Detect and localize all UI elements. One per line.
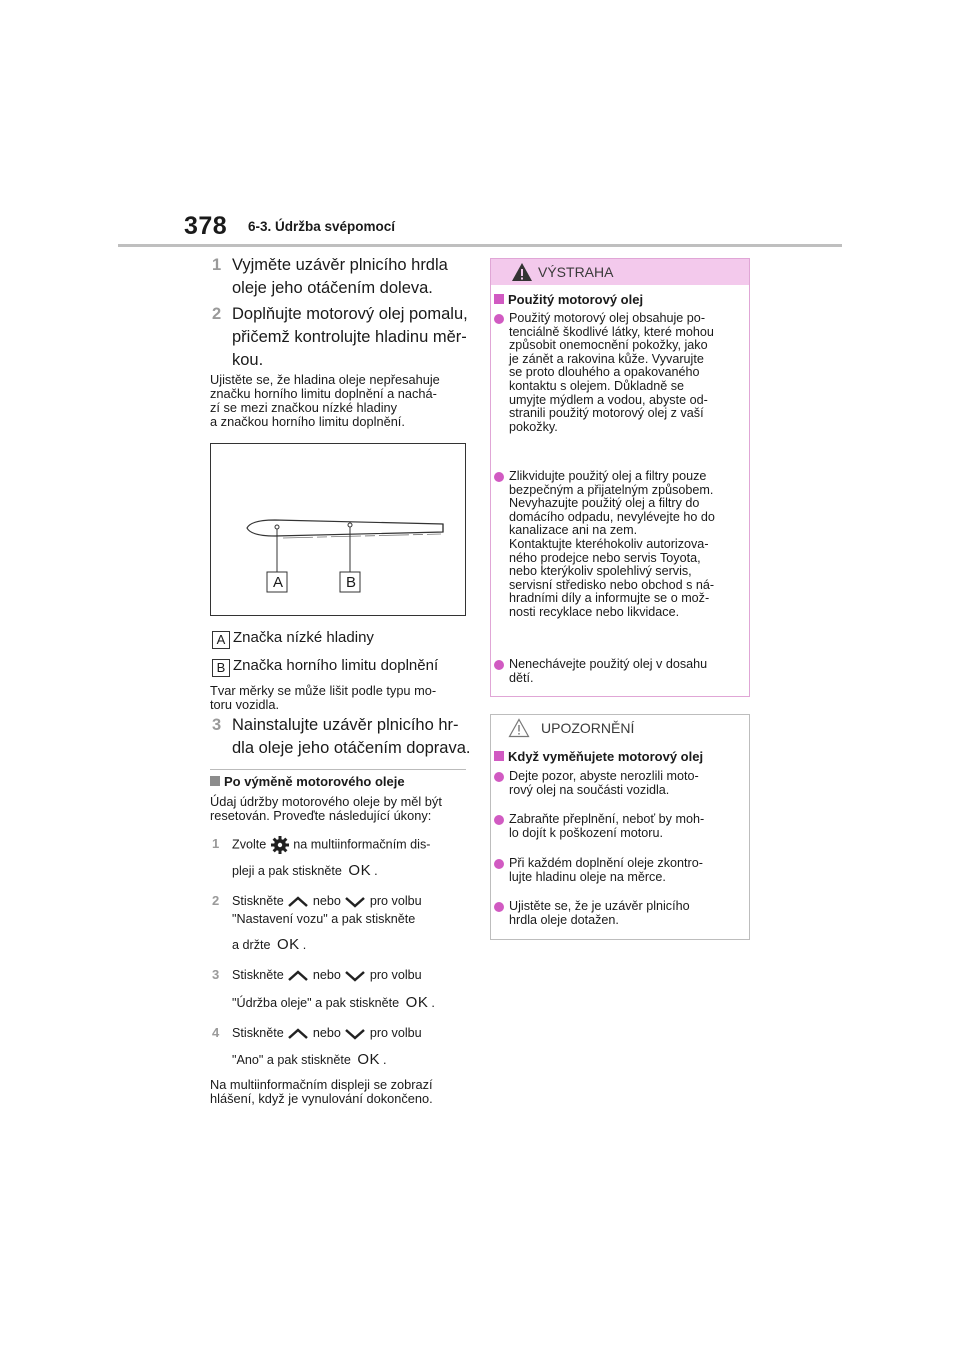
bullet-line: je zánět a rakovina kůže. Vyvarujte (509, 351, 704, 366)
step-text: Stiskněte (232, 1026, 284, 1040)
bullet-line: servisní středisko nebo obchod s ná- (509, 577, 715, 592)
step-text: . (431, 996, 435, 1010)
warning-bullet-2 (494, 470, 748, 620)
ok-button-symbol: OK (357, 1051, 381, 1068)
chevron-down-icon (344, 1028, 366, 1040)
note-line: značku horního limitu doplnění a nachá- (210, 386, 437, 401)
header-rule (118, 244, 842, 247)
bullet-line: Ujistěte se, že je uzávěr plnicího (509, 899, 690, 913)
bullet-line: hrdla oleje dotažen. (509, 912, 619, 927)
bullet-line: lo dojít k poškození motoru. (509, 825, 664, 840)
warning-triangle-icon (511, 262, 533, 282)
bullet-line: způsobit onemocnění pokožky, jako (509, 338, 708, 353)
bullet-dot-icon (494, 660, 504, 670)
bullet-line: Zabraňte přeplnění, neboť by moh- (509, 812, 705, 826)
step-text: nebo (312, 1026, 341, 1040)
caution-bullet-2 (494, 813, 748, 840)
caution-bullet-4 (494, 900, 748, 927)
bullet-line: kontaktu s olejem. Důkladně se (509, 378, 685, 393)
ok-button-symbol: OK (348, 862, 372, 879)
step-text: dla oleje jeho otáčením doprava. (232, 739, 471, 757)
step-text: kou. (232, 351, 264, 369)
warning-heading (494, 292, 643, 307)
section-title: 6-3. Údržba svépomocí (248, 219, 396, 234)
step-text: nebo (312, 894, 341, 908)
caution-heading-text: Když vyměňujete motorový olej (508, 749, 704, 764)
chevron-up-icon (287, 896, 309, 908)
reset-step-2-cont (232, 937, 306, 953)
caution-bullet-1 (494, 770, 748, 797)
bullet-dot-icon (494, 815, 504, 825)
bullet-line: umyjte mýdlem a vodou, abyste od- (509, 392, 708, 407)
step-text: . (302, 938, 307, 952)
subsection-rule (210, 769, 466, 770)
bullet-line: Zlikvidujte použitý olej a filtry pouze (509, 469, 707, 483)
step-text: oleje jeho otáčením doleva. (232, 279, 433, 297)
bullet-line: tenciálně škodlivé látky, které mohou (509, 324, 714, 339)
gear-icon (270, 835, 290, 855)
subsection-heading (210, 774, 405, 789)
note-level (210, 373, 472, 429)
bullet-line: lujte hladinu oleje na měrce. (509, 869, 666, 884)
figure-label-b: B (345, 574, 356, 591)
bullet-line: kanalizace ani na zem. (509, 523, 638, 538)
bullet-dot-icon (494, 902, 504, 912)
note-line: Údaj údržby motorového oleje by měl být (210, 794, 442, 809)
step-number: 2 (212, 305, 222, 323)
chevron-down-icon (344, 896, 366, 908)
reset-step-1 (212, 835, 474, 855)
warning-bullet-3 (494, 658, 748, 685)
legend-a (212, 626, 374, 649)
dipstick-figure (210, 443, 466, 616)
dipstick-illustration (211, 444, 465, 615)
figure-label-a: A (272, 574, 283, 591)
bullet-line: se proto dlouhého a opakovaného (509, 365, 700, 380)
caution-bullet-3 (494, 857, 748, 884)
ok-button-symbol: OK (405, 994, 429, 1011)
reset-step-4 (212, 1025, 422, 1041)
step-number: 4 (212, 1025, 220, 1040)
subsection-heading-text: Po výměně motorového oleje (224, 774, 405, 789)
square-bullet-icon (494, 751, 504, 761)
step-text: "Ano" a pak stiskněte (232, 1053, 351, 1067)
warning-heading-text: Použitý motorový olej (508, 292, 644, 307)
step-text: Nainstalujte uzávěr plnicího hr- (232, 716, 459, 734)
step-text: pro volbu (369, 1026, 422, 1040)
bullet-line: bezpečným a přijatelným způsobem. (509, 482, 714, 497)
note-line: hlášení, když je vynulování dokončeno. (210, 1091, 433, 1106)
step-number: 1 (212, 256, 222, 274)
step-number: 1 (212, 836, 220, 852)
step-text: na multiinformačním dis- (293, 837, 431, 852)
page-number: 378 (184, 212, 228, 240)
reset-step-4-cont (232, 1052, 387, 1068)
legend-letter: B (212, 659, 230, 677)
bullet-line: ného prodejce nebo servis Toyota, (509, 550, 701, 565)
step-text: . (383, 1053, 387, 1067)
caution-title: UPOZORNĚNÍ (541, 720, 635, 736)
warning-title: VÝSTRAHA (538, 264, 614, 280)
reset-step-3-cont (232, 995, 435, 1011)
bullet-line: pokožky. (509, 419, 558, 434)
step-text: nebo (312, 968, 341, 982)
bullet-line: stranili použitý motorový olej z vaší (509, 406, 704, 421)
step-text: Vyjměte uzávěr plnicího hrdla (232, 256, 448, 274)
chevron-up-icon (287, 970, 309, 982)
square-bullet-icon (494, 294, 504, 304)
square-bullet-icon (210, 776, 220, 786)
bullet-dot-icon (494, 859, 504, 869)
chevron-down-icon (344, 970, 366, 982)
warning-bullet-1 (494, 312, 748, 434)
reset-outro (210, 1078, 472, 1106)
bullet-line: dětí. (509, 670, 534, 685)
bullet-dot-icon (494, 314, 504, 324)
legend-letter: A (212, 631, 230, 649)
note-line: Tvar měrky se může lišit podle typu mo- (210, 683, 437, 698)
bullet-line: Nenechávejte použitý olej v dosahu (509, 657, 708, 671)
caution-triangle-icon (508, 718, 530, 738)
bullet-line: nebo kterýkoliv spolehlivý servis, (509, 564, 692, 579)
bullet-line: Dejte pozor, abyste nerozlili moto- (509, 769, 699, 783)
note-line: a značkou horního limitu doplnění. (210, 414, 405, 429)
note-line: zí se mezi značkou nízké hladiny (210, 400, 398, 415)
step-text: pleji a pak stiskněte (232, 864, 342, 878)
note-line: toru vozidla. (210, 697, 279, 712)
note-line: Ujistěte se, že hladina oleje nepřesahuje (210, 372, 440, 387)
caution-heading (494, 749, 703, 764)
note-line: resetován. Proveďte následující úkony: (210, 808, 432, 823)
bullet-line: hradními díly a informujte se o mož- (509, 591, 710, 606)
step-number: 3 (212, 716, 222, 734)
step-text: Stiskněte (232, 894, 284, 908)
chevron-up-icon (287, 1028, 309, 1040)
note-dipstick (210, 684, 472, 712)
ok-button-symbol: OK (277, 936, 300, 953)
bullet-line: Nevyhazujte použitý olej a filtry do (509, 496, 700, 511)
reset-intro (210, 795, 472, 823)
step-text: pro volbu (369, 968, 422, 982)
step-text: "Nastavení vozu" a pak stiskněte (232, 912, 416, 926)
step-2 (212, 303, 472, 372)
bullet-dot-icon (494, 772, 504, 782)
step-text: pro volbu (369, 894, 422, 908)
bullet-line: rový olej na součásti vozidla. (509, 782, 670, 797)
legend-text: Značka horního limitu doplnění (233, 657, 439, 674)
bullet-line: Při každém doplnění oleje zkontro- (509, 856, 703, 870)
reset-step-3 (212, 967, 422, 983)
note-line: Na multiinformačním displeji se zobrazí (210, 1077, 433, 1092)
step-3 (212, 714, 474, 760)
bullet-line: Kontaktujte kteréhokoliv autorizova- (509, 536, 709, 551)
bullet-dot-icon (494, 472, 504, 482)
reset-step-2 (212, 893, 422, 909)
step-text: přičemž kontrolujte hladinu měr- (232, 328, 467, 346)
step-text: Stiskněte (232, 968, 284, 982)
legend-text: Značka nízké hladiny (233, 629, 374, 646)
legend-b (212, 654, 438, 677)
step-text: "Údržba oleje" a pak stiskněte (232, 996, 400, 1010)
reset-step-1-cont (232, 863, 378, 879)
step-text: . (374, 864, 378, 878)
bullet-line: domácího odpadu, nevylévejte ho do (509, 509, 715, 524)
step-number: 3 (212, 967, 220, 982)
step-text: Zvolte (232, 837, 267, 852)
bullet-line: nosti recyklace nebo likvidace. (509, 604, 680, 619)
step-1 (212, 254, 472, 300)
step-number: 2 (212, 893, 220, 908)
bullet-line: Použitý motorový olej obsahuje po- (509, 311, 706, 325)
step-text: a držte (232, 938, 271, 952)
step-text: Doplňujte motorový olej pomalu, (232, 305, 468, 323)
